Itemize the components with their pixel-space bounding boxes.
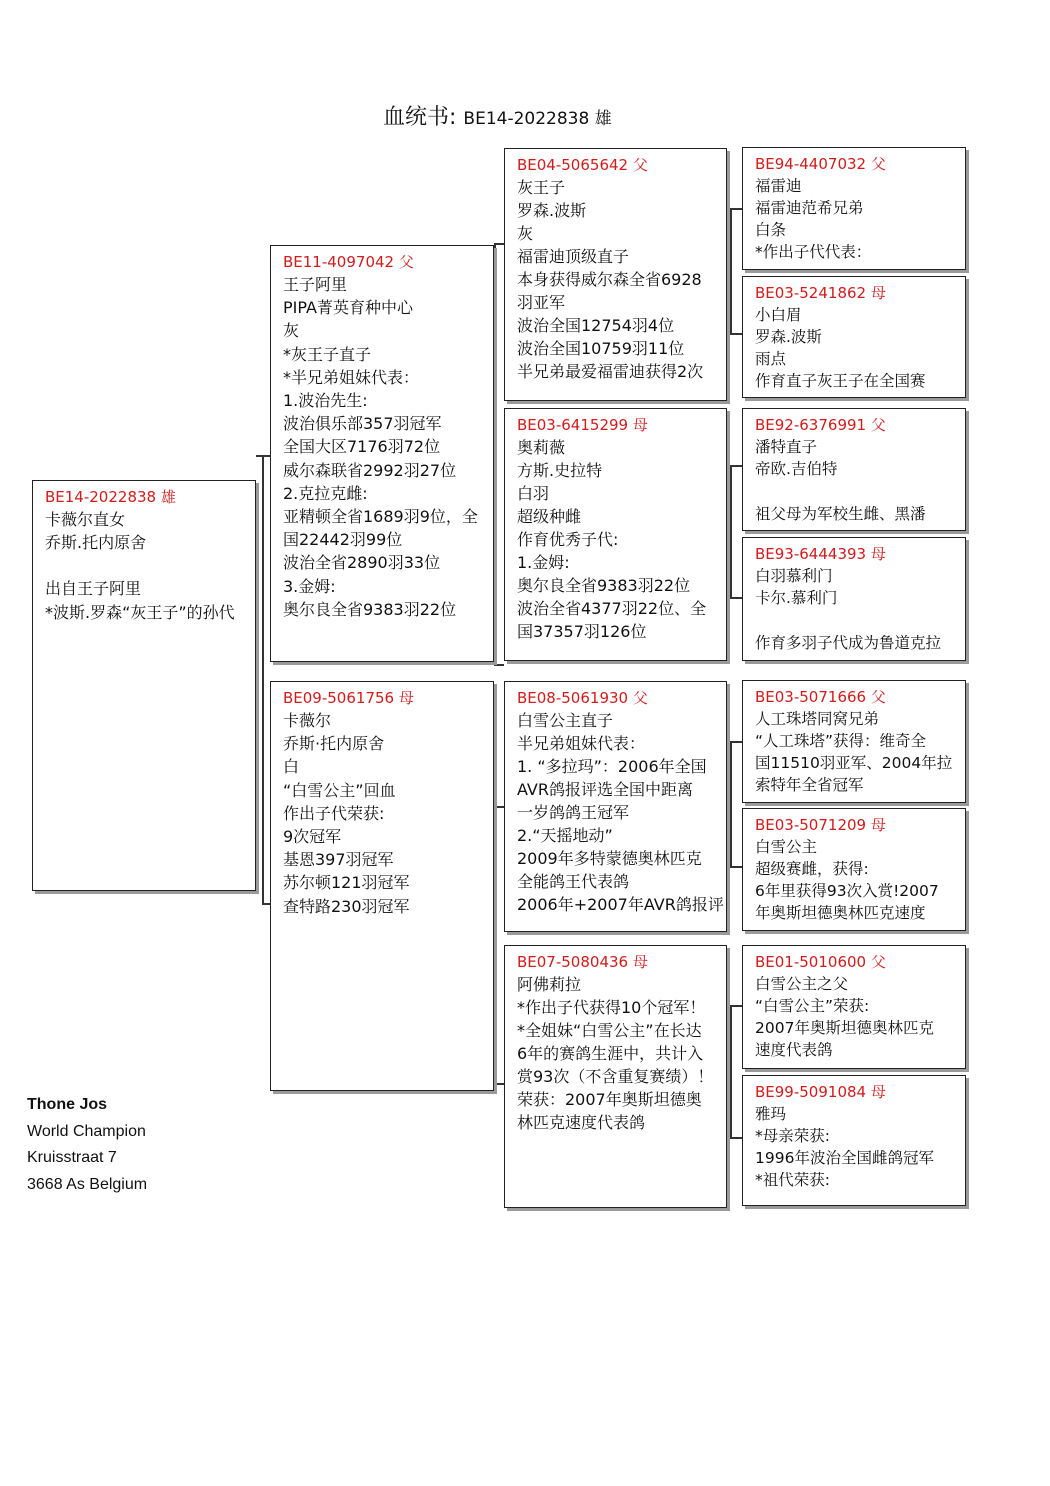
- info-line: PIPA菁英育种中心: [283, 298, 413, 318]
- info-line: 白雪公主之父: [755, 975, 849, 993]
- info-line: 阿佛莉拉: [517, 975, 582, 994]
- connector: [730, 208, 732, 334]
- info-line: 查特路230羽冠军: [283, 896, 410, 916]
- info-line: 3.金姆:: [283, 576, 336, 596]
- info-line: 2006年+2007年AVR鸽报评: [517, 895, 724, 914]
- info-line: 1. “多拉玛”：2006年全国: [517, 757, 707, 776]
- pedigree-box-sire-dam: [504, 408, 727, 661]
- info-line: 福雷迪顶级直子: [517, 247, 630, 266]
- info-line: 基恩397羽冠军: [283, 850, 394, 870]
- connector: [730, 333, 742, 335]
- pedigree-box-ssd: [742, 276, 966, 398]
- info-line: 本身获得威尔森全省6928: [517, 270, 702, 289]
- info-line: 潘特直子: [755, 438, 818, 456]
- pedigree-box-sire: [270, 245, 494, 662]
- info-line: 白雪公主: [755, 838, 818, 856]
- info-line: “白雪公主”荣获:: [755, 997, 870, 1015]
- pedigree-box-dss: [742, 680, 966, 803]
- connector: [730, 1005, 742, 1007]
- info-line: 6年的赛鸽生涯中，共计入: [517, 1044, 704, 1063]
- info-line: “人工珠塔”获得：维奇全: [755, 732, 927, 750]
- info-line: 作育多羽子代成为鲁道克拉: [755, 634, 942, 652]
- info-line: 2.“天摇地动”: [517, 826, 613, 845]
- info-line: 出自王子阿里: [45, 579, 142, 599]
- info-line: 雨点: [755, 350, 787, 368]
- info-line: 林匹克速度代表鸽: [517, 1113, 646, 1132]
- ring-number: BE11-4097042 父: [283, 253, 414, 271]
- info-line: 超级赛雌，获得:: [755, 860, 869, 878]
- info-line: 全能鸽王代表鸽: [517, 872, 630, 891]
- connector: [730, 465, 732, 598]
- info-line: 罗森.波斯: [517, 201, 587, 220]
- info-line: 卡薇尔: [283, 711, 332, 730]
- connector: [730, 208, 742, 210]
- info-line: 作出子代荣获:: [283, 803, 385, 823]
- info-line: 白: [283, 757, 300, 777]
- connector: [262, 455, 270, 457]
- info-line: 方斯.史拉特: [517, 461, 603, 480]
- info-line: 罗森.波斯: [755, 328, 822, 346]
- info-line: 全国大区7176羽72位: [283, 437, 441, 457]
- pedigree-box-sdd: [742, 537, 966, 661]
- info-line: 1.金姆:: [517, 553, 570, 572]
- info-line: 王子阿里: [283, 275, 348, 294]
- info-line: 年奥斯坦德奥林匹克速度: [755, 904, 926, 922]
- info-line: 波治全省2890羽33位: [283, 553, 441, 573]
- pedigree-box-ddd: [742, 1075, 966, 1206]
- ring-number: BE94-4407032 父: [755, 155, 886, 173]
- connector: [730, 866, 742, 868]
- info-line: 帝欧.吉伯特: [755, 460, 838, 478]
- pedigree-box-dds: [742, 945, 966, 1069]
- info-line: 速度代表鸽: [755, 1041, 833, 1059]
- info-line: 福雷迪: [755, 177, 802, 195]
- owner-info: [27, 1092, 147, 1198]
- info-line: [755, 609, 955, 632]
- info-line: *灰王子直子: [283, 344, 372, 364]
- info-line: 超级种雌: [517, 507, 582, 526]
- connector: [494, 664, 504, 666]
- ring-number: BE03-6415299 母: [517, 416, 648, 434]
- info-line: 灰王子: [517, 178, 566, 197]
- ring-number: BE07-5080436 母: [517, 953, 648, 971]
- connector: [262, 903, 270, 905]
- info-line: 白条: [755, 221, 787, 239]
- info-line: 9次冠军: [283, 827, 342, 847]
- info-line: *母亲荣获:: [755, 1127, 830, 1145]
- info-line: *祖代荣获:: [755, 1171, 830, 1189]
- info-line: [45, 554, 245, 577]
- connector: [494, 243, 496, 665]
- owner-street: Kruisstraat 7: [27, 1149, 117, 1166]
- ring-number: BE92-6376991 父: [755, 416, 886, 434]
- connector: [730, 1005, 732, 1138]
- page-title: [383, 100, 612, 131]
- info-line: 乔斯.托内原舍: [45, 533, 147, 553]
- owner-title: World Champion: [27, 1122, 146, 1140]
- info-line: 国22442羽99位: [283, 530, 403, 550]
- pedigree-box-dam-dam: [504, 945, 727, 1208]
- info-line: 人工珠塔同窝兄弟: [755, 710, 880, 728]
- info-line: 波治全省4377羽22位、全: [517, 599, 707, 618]
- info-line: *作出子代代表：: [755, 243, 872, 261]
- pedigree-box-dsd: [742, 808, 966, 931]
- info-line: 苏尔顿121羽冠军: [283, 873, 410, 893]
- info-line: 福雷迪范希兄弟: [755, 199, 864, 217]
- connector: [730, 741, 732, 867]
- info-line: 一岁鸽鸽王冠军: [517, 803, 630, 822]
- ring-number: BE14-2022838 雄: [45, 488, 176, 506]
- info-line: 奥尔良全省9383羽22位: [283, 599, 457, 619]
- info-line: 奥尔良全省9383羽22位: [517, 576, 691, 595]
- info-line: 白羽慕利门: [755, 567, 833, 585]
- pedigree-box-subject: [32, 480, 256, 891]
- info-line: [755, 480, 955, 503]
- info-line: 波治俱乐部357羽冠军: [283, 414, 442, 434]
- title-label: 血统书:: [383, 105, 457, 130]
- ring-number: BE04-5065642 父: [517, 156, 648, 174]
- info-line: 2007年奥斯坦德奥林匹克: [755, 1019, 934, 1037]
- ring-number: BE09-5061756 母: [283, 689, 414, 707]
- pedigree-box-dam-sire: [504, 681, 727, 932]
- info-line: 卡薇尔直女: [45, 510, 126, 529]
- ring-number: BE03-5241862 母: [755, 284, 886, 302]
- info-line: 雅玛: [755, 1105, 787, 1123]
- title-code: BE14-2022838 雄: [463, 109, 612, 129]
- connector: [494, 1083, 504, 1085]
- info-line: *全姐妹“白雪公主”在长达: [517, 1021, 702, 1040]
- info-line: 亚精顿全省1689羽9位，全: [283, 507, 478, 527]
- connector: [262, 455, 264, 905]
- ring-number: BE93-6444393 母: [755, 545, 886, 563]
- ring-number: BE08-5061930 父: [517, 689, 648, 707]
- info-line: 索特年全省冠军: [755, 776, 864, 794]
- info-line: 半兄弟姐妹代表：: [517, 734, 646, 753]
- connector: [494, 806, 504, 808]
- owner-name: Thone Jos: [27, 1096, 108, 1113]
- info-line: *半兄弟姐妹代表：: [283, 367, 420, 387]
- ring-number: BE03-5071666 父: [755, 688, 886, 706]
- connector: [730, 597, 742, 599]
- info-line: 国37357羽126位: [517, 622, 647, 641]
- connector: [494, 243, 504, 245]
- info-line: 波治全国12754羽4位: [517, 316, 675, 335]
- connector: [730, 741, 742, 743]
- info-line: 卡尔.慕利门: [755, 589, 838, 607]
- info-line: 1996年波治全国雌鸽冠军: [755, 1149, 934, 1167]
- info-line: *作出子代获得10个冠军！: [517, 998, 706, 1017]
- connector: [730, 465, 742, 467]
- info-line: 荣获：2007年奥斯坦德奥: [517, 1090, 702, 1109]
- info-line: 威尔森联省2992羽27位: [283, 460, 457, 480]
- pedigree-box-dam: [270, 681, 494, 1091]
- info-line: 2009年多特蒙德奥林匹克: [517, 849, 702, 868]
- info-line: 作育直子灰王子在全国赛: [755, 372, 926, 390]
- ring-number: BE99-5091084 母: [755, 1083, 886, 1101]
- info-line: 国11510羽亚军、2004年拉: [755, 754, 953, 772]
- info-line: 波治全国10759羽11位: [517, 339, 685, 358]
- ring-number: BE01-5010600 父: [755, 953, 886, 971]
- info-line: 小白眉: [755, 306, 802, 324]
- info-line: 灰: [283, 321, 300, 341]
- pedigree-box-sss: [742, 147, 966, 270]
- info-line: 半兄弟最爱福雷迪获得2次: [517, 362, 704, 381]
- info-line: 羽亚军: [517, 293, 566, 312]
- info-line: 赏93次（不含重复赛绩）！: [517, 1067, 714, 1086]
- info-line: 1.波治先生:: [283, 391, 368, 411]
- info-line: 白羽: [517, 484, 550, 503]
- info-line: 白雪公主直子: [517, 711, 614, 730]
- info-line: “白雪公主”回血: [283, 780, 396, 800]
- info-line: 2.克拉克雌:: [283, 483, 368, 503]
- info-line: 6年里获得93次入赏!2007: [755, 882, 939, 900]
- connector: [494, 806, 496, 1084]
- pedigree-box-sds: [742, 408, 966, 531]
- info-line: 灰: [517, 224, 534, 243]
- ring-number: BE03-5071209 母: [755, 816, 886, 834]
- owner-city: 3668 As Belgium: [27, 1175, 148, 1193]
- info-line: 作育优秀子代:: [517, 530, 619, 549]
- connector: [730, 1137, 742, 1139]
- info-line: *波斯.罗森“灰王子”的孙代: [45, 602, 235, 622]
- info-line: 奥莉薇: [517, 438, 566, 457]
- info-line: 乔斯·托内原舍: [283, 734, 385, 754]
- info-line: 祖父母为军校生雌、黑潘: [755, 505, 926, 523]
- info-line: AVR鸽报评选全国中距离: [517, 780, 693, 799]
- pedigree-box-sire-sire: [504, 148, 727, 401]
